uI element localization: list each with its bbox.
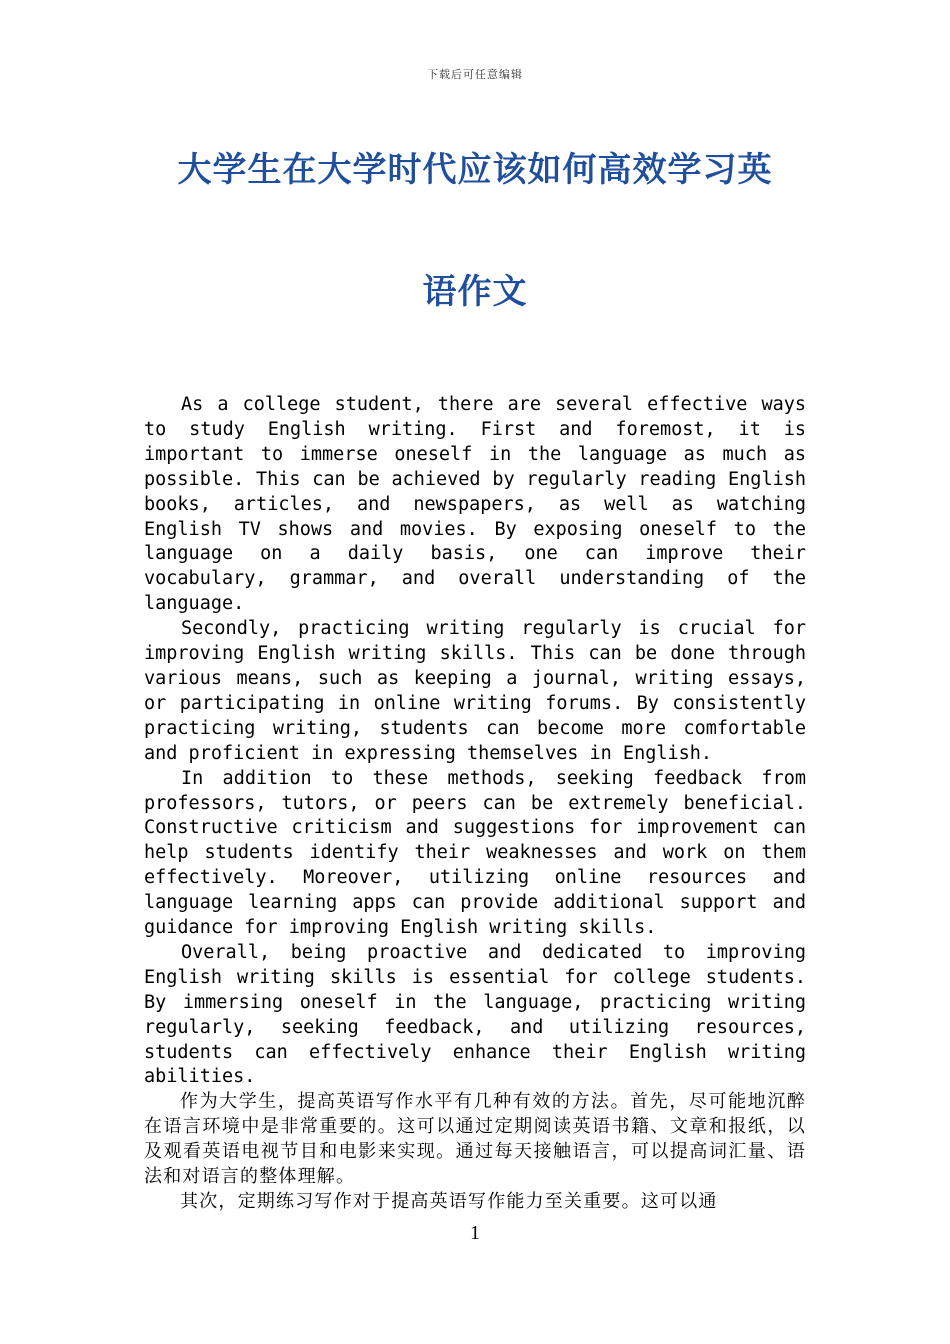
paragraph-6: 其次，定期练习写作对于提高英语写作能力至关重要。这可以通 xyxy=(180,1191,718,1212)
paragraph-2: Secondly, practicing writing regularly is crucial for improving English writing skills. This can be done through various means, such as keeping a journal, writing essays, or participating in online writing forums. By consistently practicing writing, students can become more comfortable and proficient in expressing themselves in English. xyxy=(144,618,806,764)
paragraph-3: In addition to these methods, seeking feedback from professors, tutors, or peers can be extremely beneficial. Constructive criticism and suggestions for improvement can help students identify their weaknesses and work on them effectively. Moreover, utilizing online resources and language learning apps can provide additional support and guidance for improving English writing skills. xyxy=(144,767,806,939)
paragraph-4: Overall, being proactive and dedicated to improving English writing skills is essential for college students. By immersing oneself in the language, practicing writing regularly, seeking feedback, and utilizing resources, students can effectively enhance their English writing abilities. xyxy=(144,941,806,1088)
document-body xyxy=(144,393,806,1215)
paragraph-1: As a college student, there are several effective ways to study English writing. First and foremost, it is important to immerse oneself in the language as much as possible. This can be achieved by regularly reading English books, articles, and newspapers, as well as watching English TV shows and movies. By exposing oneself to the language on a daily basis, one can improve their vocabulary, grammar, and overall understanding of the language. xyxy=(144,394,806,615)
header-note: 下载后可任意编辑 xyxy=(427,68,523,81)
document-title-line-1: 大学生在大学时代应该如何高效学习英 xyxy=(177,150,773,190)
paragraph-5: 作为大学生，提高英语写作水平有几种有效的方法。首先，尽可能地沉醉在语言环境中是非常重要的。这可以通过定期阅读英语书籍、文章和报纸，以及观看英语电视节目和电影来实现。通过每天接触语言，可以提高词汇量、语法和对语言的整体理解。 xyxy=(144,1091,806,1188)
page-number: 1 xyxy=(470,1222,480,1244)
document-title-line-2: 语作文 xyxy=(422,272,528,312)
